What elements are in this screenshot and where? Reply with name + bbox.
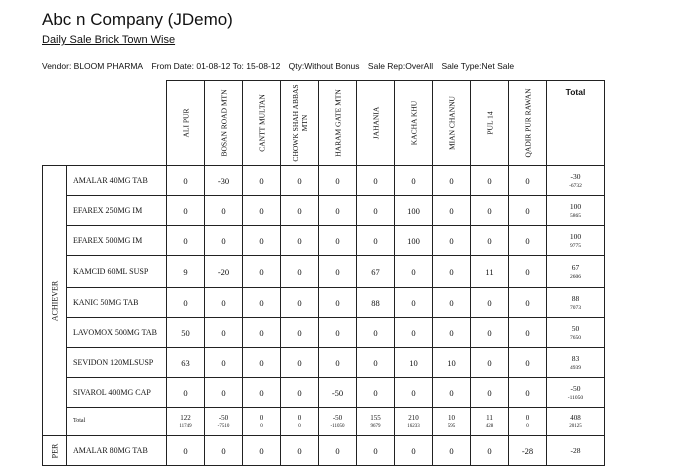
column-header-label: HARAM GATE MTN [333,89,342,157]
value-cell: 0 [319,288,357,318]
group-total-qty: 0 [259,413,264,422]
value-cell: 0 [205,288,243,318]
row-total-amount: 9775 [570,242,581,249]
report-filters [42,61,520,71]
table-row [43,318,605,348]
product-name: LAVOMOX 500MG TAB [67,318,167,348]
value-cell: 0 [357,348,395,378]
value-cell: 0 [471,226,509,256]
column-header [509,81,547,166]
column-header [471,81,509,166]
table-row [43,436,605,466]
value-cell: 100 [395,226,433,256]
value-cell: 50 [167,318,205,348]
value-cell: 0 [395,256,433,288]
value-cell: 0 [395,318,433,348]
row-total-cell [547,166,605,196]
group-total-amount: -11050 [330,423,345,429]
row-total-amount: 7073 [570,304,581,311]
value-cell: 0 [395,288,433,318]
group-total-qty: 155 [370,413,381,422]
value-cell: 0 [243,318,281,348]
column-header-label: QADIR PUR RAWAN [523,88,532,158]
value-cell: 0 [509,318,547,348]
group-total-qty: 122 [180,413,191,422]
row-total-amount: -11050 [567,394,584,401]
row-total-qty: -50 [570,383,581,393]
value-cell: 0 [471,436,509,466]
value-cell: 0 [433,378,471,408]
value-cell: -28 [509,436,547,466]
group-total-label: Total [67,408,167,436]
value-cell: 0 [205,378,243,408]
row-total-cell [547,256,605,288]
group-total-amount: 16233 [407,423,420,429]
group-total-cell [167,408,205,436]
row-total-qty: -30 [570,171,581,181]
group-total-qty: 0 [297,413,302,422]
value-cell: 0 [243,436,281,466]
row-total-cell [547,226,605,256]
product-name: KANIC 50MG TAB [67,288,167,318]
value-cell: 0 [281,288,319,318]
value-cell: 0 [281,318,319,348]
sale-rep-label: Sale Rep:OverAll [367,61,434,71]
sales-table [42,80,605,466]
value-cell: 0 [167,288,205,318]
column-header [167,81,205,166]
value-cell: 0 [433,256,471,288]
value-cell: 0 [319,166,357,196]
column-header [319,81,357,166]
qty-label: Qty:Without Bonus [288,61,360,71]
value-cell: 88 [357,288,395,318]
column-header-label: JAHANIA [371,106,380,140]
row-total-cell [547,378,605,408]
value-cell: 0 [167,196,205,226]
value-cell: 0 [319,196,357,226]
value-cell: 0 [357,318,395,348]
column-header-label: ALI PUR [181,108,190,138]
header-row [43,81,605,166]
value-cell: 0 [167,226,205,256]
value-cell: 0 [243,196,281,226]
value-cell: 0 [281,436,319,466]
row-total-cell [547,436,605,466]
column-header-label: PUL 14 [485,111,494,135]
value-cell: 10 [433,348,471,378]
value-cell: 0 [319,348,357,378]
product-name: KAMCID 60ML SUSP [67,256,167,288]
group-total-qty: 10 [448,413,455,422]
group-grand-total-qty: 408 [570,413,581,422]
value-cell: 0 [471,378,509,408]
value-cell: 0 [433,226,471,256]
group-total-cell [243,408,281,436]
value-cell: 0 [509,256,547,288]
group-total-cell [357,408,395,436]
value-cell: 0 [471,318,509,348]
value-cell: 0 [205,318,243,348]
value-cell: 0 [509,196,547,226]
product-name: EFAREX 250MG IM [67,196,167,226]
group-total-amount: 428 [485,423,494,429]
value-cell: 0 [357,378,395,408]
group-total-cell [395,408,433,436]
value-cell: 0 [319,256,357,288]
column-header [205,81,243,166]
group-total-amount: 0 [298,423,301,429]
row-total-cell [547,318,605,348]
column-header-label: CANTT MULTAN [257,94,266,152]
value-cell: 0 [357,196,395,226]
group-total-cell [319,408,357,436]
row-total-qty: 83 [571,353,580,363]
row-total-qty: 100 [569,201,582,211]
product-name: AMALAR 80MG TAB [67,436,167,466]
total-column-header: Total [547,81,605,166]
row-total-amount: 7650 [570,334,581,341]
value-cell: 0 [471,288,509,318]
row-total-amount: 5865 [570,212,581,219]
value-cell: 0 [281,226,319,256]
value-cell: 0 [205,226,243,256]
row-total-cell [547,348,605,378]
row-total-qty: 50 [571,323,580,333]
value-cell: 0 [243,348,281,378]
row-total-cell [547,196,605,226]
value-cell: 100 [395,196,433,226]
row-total-qty: 67 [571,262,580,272]
report-subtitle: Daily Sale Brick Town Wise [42,34,176,46]
header-blank-cell [67,81,167,166]
group-label-cell [43,166,67,436]
value-cell: 0 [281,378,319,408]
table-row [43,226,605,256]
group-total-cell [433,408,471,436]
table-row [43,348,605,378]
group-total-amount: 0 [260,423,263,429]
row-total-qty: -28 [570,445,581,455]
table-row [43,378,605,408]
group-total-amount: 9679 [370,423,381,429]
value-cell: -50 [319,378,357,408]
value-cell: 0 [433,318,471,348]
product-name: EFAREX 500MG IM [67,226,167,256]
value-cell: 10 [395,348,433,378]
group-total-amount: 0 [526,423,529,429]
value-cell: 0 [319,318,357,348]
column-header-label: MIAN CHANNU [447,96,456,150]
value-cell: 0 [243,226,281,256]
column-header-label: CHOWK SHAH ABBAS MTN [290,84,309,162]
group-label-cell [43,436,67,466]
value-cell: 0 [357,166,395,196]
value-cell: 0 [319,226,357,256]
value-cell: 0 [433,196,471,226]
group-label: PER [50,443,59,458]
value-cell: 0 [357,226,395,256]
report-title: Abc n Company (JDemo) [42,10,233,29]
column-header [357,81,395,166]
column-header-label: BOSAN ROAD MTN [219,89,228,157]
value-cell: 0 [433,436,471,466]
value-cell: 0 [205,196,243,226]
group-total-qty: -50 [218,413,229,422]
value-cell: 0 [509,378,547,408]
value-cell: 0 [509,166,547,196]
value-cell: 0 [205,348,243,378]
column-header-label: KACHA KHU [409,100,418,146]
column-header [281,81,319,166]
row-total-qty: 88 [571,293,580,303]
group-total-row [43,408,605,436]
sale-type-label: Sale Type:Net Sale [441,61,515,71]
value-cell: 0 [281,256,319,288]
product-name: SIVAROL 400MG CAP [67,378,167,408]
table-row [43,196,605,226]
group-total-cell [281,408,319,436]
group-total-amount: 595 [447,423,456,429]
value-cell: 0 [167,166,205,196]
value-cell: -20 [205,256,243,288]
date-range-label: From Date: 01-08-12 To: 15-08-12 [151,61,281,71]
value-cell: 0 [357,436,395,466]
column-header [433,81,471,166]
value-cell: 0 [395,166,433,196]
value-cell: 0 [509,288,547,318]
group-grand-total-amount: 20125 [569,423,582,429]
product-name: AMALAR 40MG TAB [67,166,167,196]
product-name: SEVIDON 120MLSUSP [67,348,167,378]
value-cell: 0 [243,166,281,196]
value-cell: 0 [395,436,433,466]
table-row [43,166,605,196]
header-blank-cell [43,81,67,166]
value-cell: 0 [281,166,319,196]
group-total-amount: -7510 [217,423,230,429]
value-cell: 0 [243,256,281,288]
group-total-cell [471,408,509,436]
group-total-qty: 11 [486,413,493,422]
value-cell: 63 [167,348,205,378]
value-cell: 0 [471,348,509,378]
value-cell: 0 [319,436,357,466]
group-grand-total-cell [547,408,605,436]
value-cell: 9 [167,256,205,288]
value-cell: 0 [433,166,471,196]
value-cell: 0 [281,196,319,226]
value-cell: 0 [471,196,509,226]
group-total-cell [509,408,547,436]
group-total-qty: 0 [525,413,530,422]
value-cell: 67 [357,256,395,288]
value-cell: 0 [395,378,433,408]
group-total-cell [205,408,243,436]
table-row [43,256,605,288]
group-label: ACHIEVER [50,280,59,321]
row-total-amount: -6732 [569,182,582,189]
group-total-qty: -50 [332,413,343,422]
value-cell: 0 [433,288,471,318]
value-cell: 0 [509,226,547,256]
vendor-label: Vendor: BLOOM PHARMA [42,61,144,71]
value-cell: 0 [471,166,509,196]
row-total-qty: 100 [569,231,582,241]
row-total-cell [547,288,605,318]
value-cell: 0 [281,348,319,378]
row-total-amount: 4939 [570,364,581,371]
value-cell: 0 [205,436,243,466]
value-cell: 11 [471,256,509,288]
column-header [395,81,433,166]
value-cell: 0 [167,378,205,408]
value-cell: 0 [509,348,547,378]
value-cell: 0 [243,378,281,408]
group-total-amount: 11749 [179,423,192,429]
value-cell: -30 [205,166,243,196]
row-total-amount: 2606 [570,273,581,280]
value-cell: 0 [167,436,205,466]
column-header [243,81,281,166]
value-cell: 0 [243,288,281,318]
group-total-qty: 210 [408,413,419,422]
table-row [43,288,605,318]
